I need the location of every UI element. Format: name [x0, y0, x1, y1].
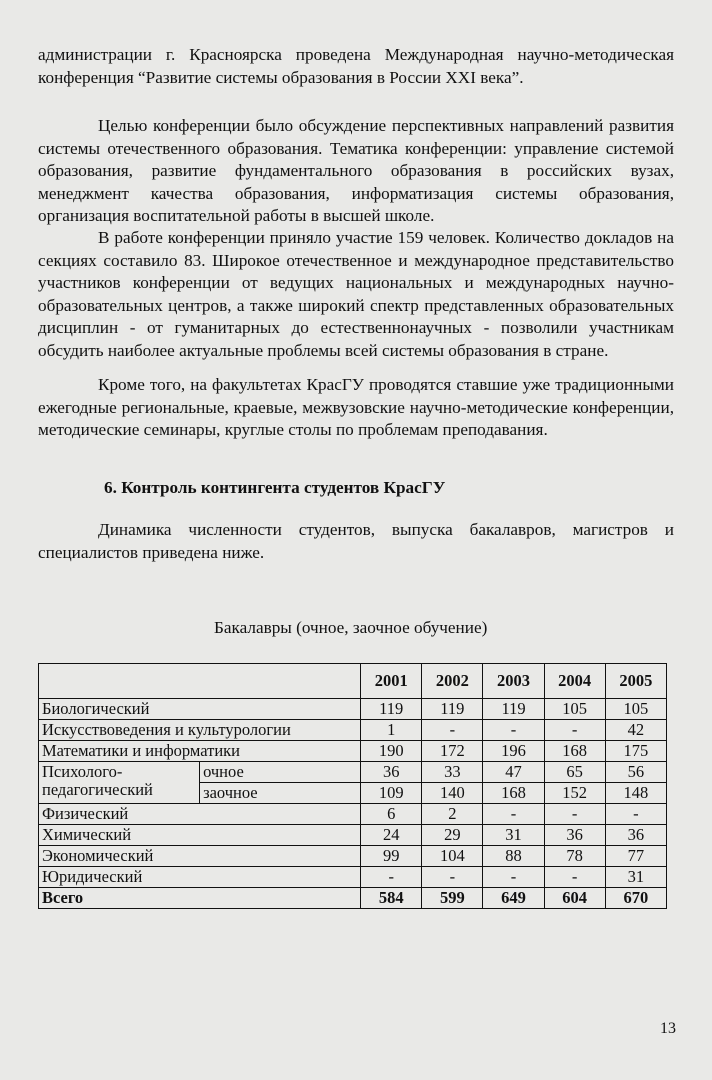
row-label: Всего: [39, 888, 361, 909]
table-cell: 88: [483, 846, 544, 867]
table-cell: 109: [361, 783, 422, 804]
table-cell: 31: [605, 867, 666, 888]
table-cell: 168: [483, 783, 544, 804]
row-label: Биологический: [39, 699, 361, 720]
year-header: 2003: [483, 664, 544, 699]
paragraph-dynamics: Динамика численности студентов, выпуска бакалавров, магистров и специалистов приведена ниже.: [38, 520, 674, 562]
table-row: [39, 699, 667, 720]
paragraph-conference-goal: Целью конференции было обсуждение перспективных направлений развития системы отечественного образования. Тематика конференции: управление системой образования, развитие фундаментального образования в российских вузах, менеджмент качества образования, информатизация системы образования, организация воспитательной работы в высшей школе.: [38, 116, 674, 226]
table-cell: 33: [422, 762, 483, 783]
table-cell: 148: [605, 783, 666, 804]
bachelors-table: [38, 663, 667, 909]
year-header: 2004: [544, 664, 605, 699]
table-cell: -: [483, 720, 544, 741]
table-cell: -: [422, 867, 483, 888]
table-row: [39, 720, 667, 741]
row-label: Искусствоведения и культурологии: [39, 720, 361, 741]
table-row: [39, 741, 667, 762]
table-cell: 65: [544, 762, 605, 783]
table-cell: 119: [361, 699, 422, 720]
table-cell: 175: [605, 741, 666, 762]
table-cell: -: [544, 720, 605, 741]
table-cell: 119: [422, 699, 483, 720]
table-cell: 2: [422, 804, 483, 825]
table-row: [39, 867, 667, 888]
table-cell: 31: [483, 825, 544, 846]
table-cell: 105: [605, 699, 666, 720]
row-label: Химический: [39, 825, 361, 846]
table-cell: 36: [544, 825, 605, 846]
table-cell: 56: [605, 762, 666, 783]
table-cell: -: [544, 867, 605, 888]
table-cell: -: [422, 720, 483, 741]
table-cell: 105: [544, 699, 605, 720]
table-row: [39, 846, 667, 867]
table-cell: 119: [483, 699, 544, 720]
table-cell: 104: [422, 846, 483, 867]
table-cell: 77: [605, 846, 666, 867]
table-cell: 196: [483, 741, 544, 762]
paragraph-faculty-conferences: Кроме того, на факультетах КрасГУ проводятся ставшие уже традиционными ежегодные региональные, краевые, межвузовские научно-методические конференции, методические семинары, круглые столы по проблемам преподавания.: [38, 375, 674, 440]
table-row: [39, 762, 667, 783]
page-number: 13: [660, 1020, 676, 1037]
row-label: Математики и информатики: [39, 741, 361, 762]
paragraph-conference-participants: В работе конференции приняло участие 159 человек. Количество докладов на секциях составило 83. Широкое отечественное и международное представительство участников конференции от ведущих национальных и международных научно-образовательных центров, а также широкий спектр представленных образовательных дисциплин - от гуманитарных до естественнонаучных - позволили участникам обсудить наиболее актуальные проблемы всей системы образования в стране.: [38, 228, 674, 360]
table-cell: 670: [605, 888, 666, 909]
year-header: 2005: [605, 664, 666, 699]
table-cell: 6: [361, 804, 422, 825]
table-cell: 42: [605, 720, 666, 741]
table-cell: -: [483, 867, 544, 888]
table-cell: 1: [361, 720, 422, 741]
table-cell: -: [605, 804, 666, 825]
sub-row-label: заочное: [200, 783, 361, 804]
paragraph-conference-intro: администрации г. Красноярска проведена Международная научно-методическая конференция “Развитие системы образования в России XXI века”.: [38, 45, 674, 87]
table-cell: 190: [361, 741, 422, 762]
table-cell: 47: [483, 762, 544, 783]
table-cell: 24: [361, 825, 422, 846]
table-cell: 78: [544, 846, 605, 867]
row-label: Экономический: [39, 846, 361, 867]
sub-row-label: очное: [200, 762, 361, 783]
table-cell: 168: [544, 741, 605, 762]
table-cell: -: [483, 804, 544, 825]
table-total-row: [39, 888, 667, 909]
table-cell: -: [544, 804, 605, 825]
table-row: [39, 804, 667, 825]
year-header: 2002: [422, 664, 483, 699]
table-cell: -: [361, 867, 422, 888]
table-cell: 36: [605, 825, 666, 846]
table-cell: 649: [483, 888, 544, 909]
table-cell: 99: [361, 846, 422, 867]
row-label: Юридический: [39, 867, 361, 888]
table-cell: 604: [544, 888, 605, 909]
table-header-row: [39, 664, 667, 699]
table-caption: Бакалавры (очное, заочное обучение): [214, 618, 488, 637]
table-cell: 140: [422, 783, 483, 804]
table-cell: 29: [422, 825, 483, 846]
table-row: [39, 825, 667, 846]
header-empty-cell: [39, 664, 361, 699]
section-heading: 6. Контроль контингента студентов КрасГУ: [104, 478, 446, 497]
table-cell: 152: [544, 783, 605, 804]
table-cell: 172: [422, 741, 483, 762]
table-cell: 36: [361, 762, 422, 783]
table-cell: 584: [361, 888, 422, 909]
row-label: Физический: [39, 804, 361, 825]
row-label: Психолого-педагогический: [39, 762, 200, 804]
year-header: 2001: [361, 664, 422, 699]
table-cell: 599: [422, 888, 483, 909]
